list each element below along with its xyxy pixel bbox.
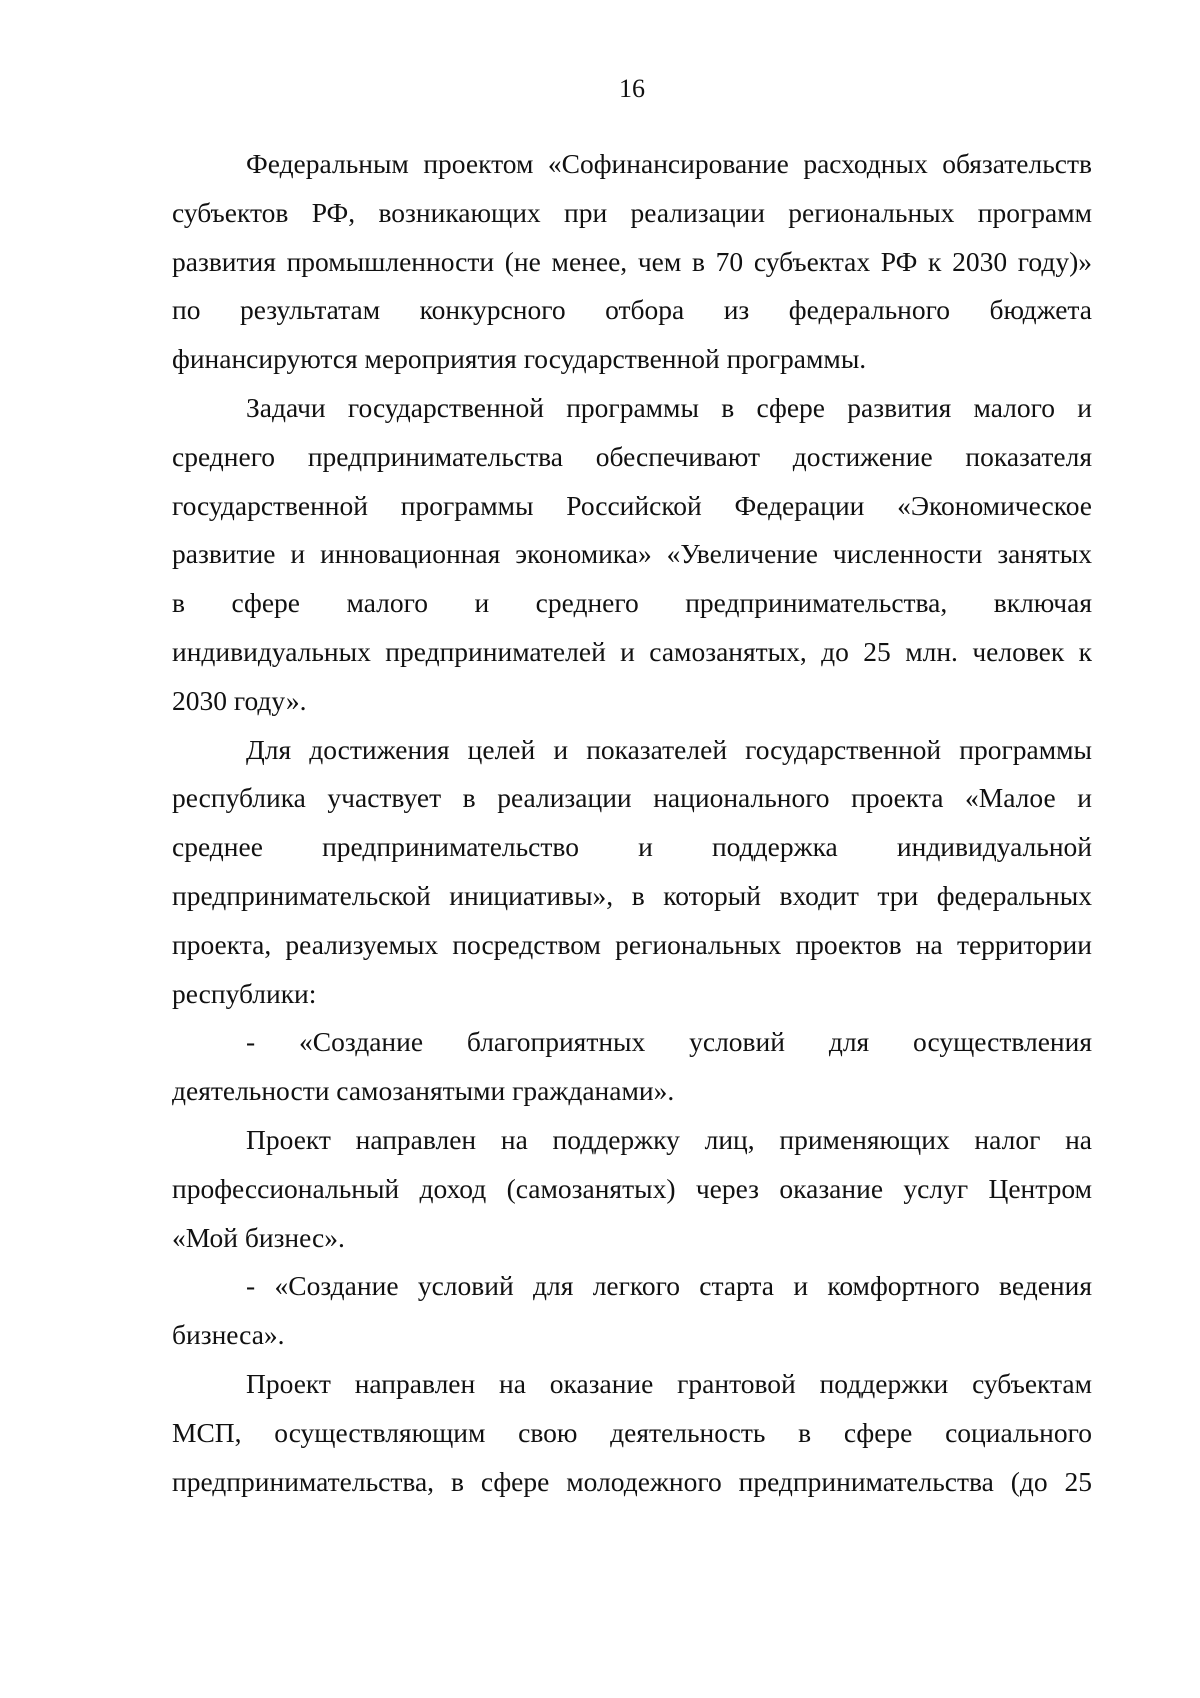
text-line: в сфере малого и среднего предпринимательства, включая [172,587,1092,619]
text-line: Для достижения целей и показателей государственной программы [246,733,1092,765]
paragraph [172,1018,1092,1116]
paragraph [172,726,1092,1019]
text-line: финансируются мероприятия государственной программы. [172,343,867,375]
text-line: 2030 году». [172,684,307,716]
text-line: развитие и инновационная экономика» «Увеличение численности занятых [172,538,1092,570]
paragraph [172,1360,1092,1506]
text-line: индивидуальных предпринимателей и самозанятых, до 25 млн. человек к [172,635,1092,667]
text-line: Федеральным проектом «Софинансирование расходных обязательств [246,148,1092,179]
text-line: государственной программы Российской Федерации «Экономическое [172,489,1092,521]
text-line: деятельности самозанятыми гражданами». [172,1075,675,1107]
paragraph [172,140,1092,384]
paragraph [172,1262,1092,1360]
text-line: среднее предпринимательство и поддержка индивидуальной [172,831,1092,863]
text-line: республика участвует в реализации национального проекта «Малое и [172,782,1092,814]
paragraph [172,1116,1092,1262]
page-number: 16 [619,74,645,103]
text-line: проекта, реализуемых посредством региональных проектов на территории [172,928,1092,960]
text-line: Проект направлен на оказание грантовой поддержки субъектам [246,1367,1092,1399]
text-line: предпринимательской инициативы», в который входит три федеральных [172,879,1092,911]
text-line: «Мой бизнес». [172,1221,345,1253]
text-line: МСП, осуществляющим свою деятельность в сфере социального [172,1416,1092,1448]
text-line: - «Создание благоприятных условий для осуществления [246,1026,1092,1058]
text-line: бизнеса». [172,1319,285,1351]
text-line: развития промышленности (не менее, чем в 70 субъектах РФ к 2030 году)» [172,245,1092,277]
text-line: предпринимательства, в сфере молодежного предпринимательства (до 25 [172,1465,1092,1497]
text-line: по результатам конкурсного отбора из федерального бюджета [172,294,1092,326]
paragraph [172,384,1092,726]
text-line: субъектов РФ, возникающих при реализации региональных программ [172,196,1092,228]
text-line: профессиональный доход (самозанятых) через оказание услуг Центром [172,1172,1092,1204]
text-line: Проект направлен на поддержку лиц, применяющих налог на [246,1123,1092,1155]
document-body [172,140,1092,1506]
text-line: - «Создание условий для легкого старта и комфортного ведения [246,1270,1092,1302]
text-line: Задачи государственной программы в сфере развития малого и [246,391,1092,423]
text-line: республики: [172,977,317,1009]
text-line: среднего предпринимательства обеспечивают достижение показателя [172,440,1092,472]
